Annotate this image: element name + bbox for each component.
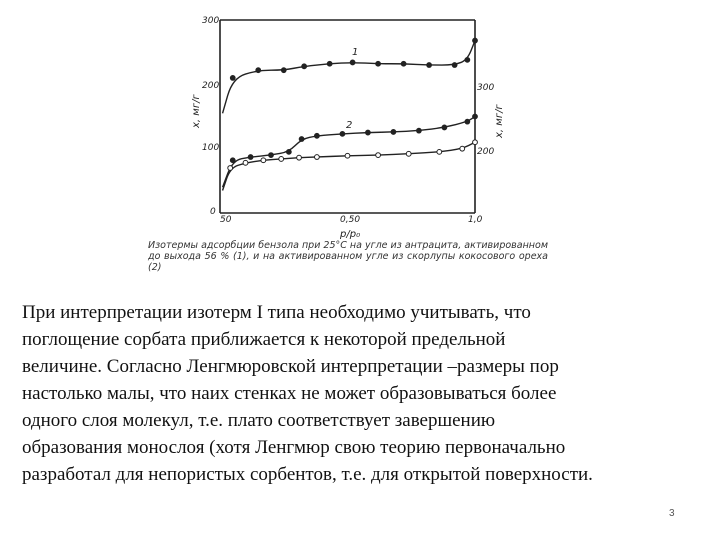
body-line: одного слоя молекул, т.е. плато соответствует завершению: [22, 410, 496, 431]
series-label-2: 2: [346, 120, 353, 131]
body-line: При интерпретации изотерм I типа необходимо учитывать, что: [22, 302, 531, 323]
series-2-point: [340, 131, 345, 136]
series-line-1: [223, 41, 475, 114]
body-line: настолько малы, что наих стенках не может образовываться более: [22, 383, 557, 404]
series-2-point: [391, 130, 396, 135]
series-2-point: [230, 158, 235, 163]
series-1-point: [376, 61, 381, 66]
series-3-point: [376, 153, 381, 158]
series-2-point: [366, 130, 371, 135]
y-axis-label-left: x, мг/г: [191, 94, 202, 128]
series-2-point: [465, 119, 470, 124]
x-tick-label: 50: [220, 215, 232, 225]
series-3-point: [279, 157, 284, 162]
series-3-point: [437, 149, 442, 154]
series-2-point: [248, 155, 253, 160]
right-tick-label: 300: [477, 83, 495, 93]
series-3-point: [345, 153, 350, 158]
series-3-point: [261, 158, 266, 163]
series-2-point: [315, 133, 320, 138]
body-line: разработал для непористых сорбентов, т.е. для открытой поверхности.: [22, 464, 593, 485]
series-3-point: [406, 151, 411, 156]
series-1-point: [401, 61, 406, 66]
series-2-point: [286, 149, 291, 154]
x-axis-label: p/p₀: [340, 229, 361, 240]
x-tick-label: 1,0: [468, 215, 483, 225]
right-tick-label: 200: [477, 147, 495, 157]
series-3-point: [228, 166, 233, 171]
series-1-point: [452, 63, 457, 68]
series-1-point: [465, 57, 470, 62]
series-1-point: [350, 60, 355, 65]
series-2-point: [299, 137, 304, 142]
series-3-point: [460, 146, 465, 151]
series-2-point: [473, 114, 478, 119]
series-2-point: [417, 128, 422, 133]
series-layer: [223, 38, 478, 190]
body-line: образования монослоя (хотя Ленгмюр свою теорию первоначально: [22, 437, 566, 458]
series-1-point: [230, 76, 235, 81]
series-label-1: 1: [352, 47, 359, 58]
y-axis-label-right: x, мг/г: [494, 104, 505, 138]
left-tick-label: 100: [202, 143, 220, 153]
adsorption-isotherm-chart: [180, 8, 520, 240]
series-1-point: [256, 68, 261, 73]
series-3-point: [315, 155, 320, 160]
series-3-point: [473, 140, 478, 145]
series-2-point: [269, 153, 274, 158]
series-1-point: [473, 38, 478, 43]
series-1-point: [281, 68, 286, 73]
left-tick-label: 200: [202, 81, 220, 91]
page-number: 3: [669, 508, 675, 519]
series-3-point: [297, 155, 302, 160]
series-1-point: [302, 64, 307, 69]
chart-svg: [180, 8, 520, 240]
series-1-point: [427, 63, 432, 68]
body-line: величине. Согласно Ленгмюровской интерпретации –размеры пор: [22, 356, 559, 377]
series-1-point: [327, 61, 332, 66]
x-tick-label: 0,50: [340, 215, 361, 225]
left-tick-label: 300: [202, 16, 220, 26]
series-3-point: [243, 160, 248, 165]
series-2-point: [442, 125, 447, 130]
body-text: [22, 299, 712, 488]
left-tick-label: 0: [210, 207, 216, 217]
figure-caption: Изотермы адсорбции бензола при 25°С на угле из антрацита, активированном до выхода 56 % (1), и на активированном угле из скорлупы кокосового ореха (2): [148, 240, 548, 273]
body-line: поглощение сорбата приближается к некоторой предельной: [22, 329, 506, 350]
series-line-3: [223, 142, 475, 190]
